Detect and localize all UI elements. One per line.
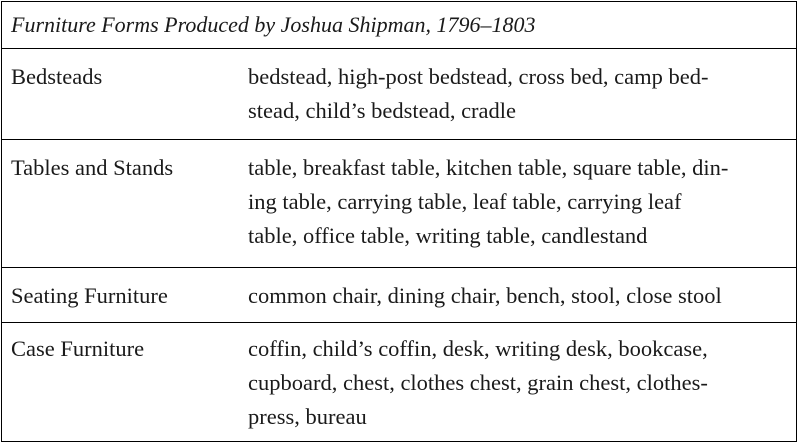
row-category-case-furniture: Case Furniture: [11, 336, 145, 361]
row-category-seating-furniture: Seating Furniture: [11, 283, 168, 308]
furniture-forms-table: [1, 1, 797, 442]
table-caption: Furniture Forms Produced by Joshua Shipman, 1796–1803: [11, 12, 536, 37]
row-divider: [2, 322, 796, 323]
row-items-bedsteads: bedstead, high-post bedstead, cross bed, camp bed- stead, child’s bedstead, cradle: [248, 64, 709, 123]
row-category-tables-and-stands: Tables and Stands: [11, 155, 174, 180]
row-divider: [2, 267, 796, 268]
row-items-case-furniture: coffin, child’s coffin, desk, writing desk, bookcase, cupboard, chest, clothes chest, grain chest, clothes- press, bureau: [248, 336, 708, 429]
caption-divider: [2, 48, 796, 49]
row-items-tables-and-stands: table, breakfast table, kitchen table, square table, din- ing table, carrying table, leaf table, carrying leaf table, office table, writing table, candlestand: [248, 155, 729, 248]
row-category-bedsteads: Bedsteads: [11, 64, 103, 89]
row-divider: [2, 139, 796, 140]
row-items-seating-furniture: common chair, dining chair, bench, stool, close stool: [248, 283, 722, 308]
